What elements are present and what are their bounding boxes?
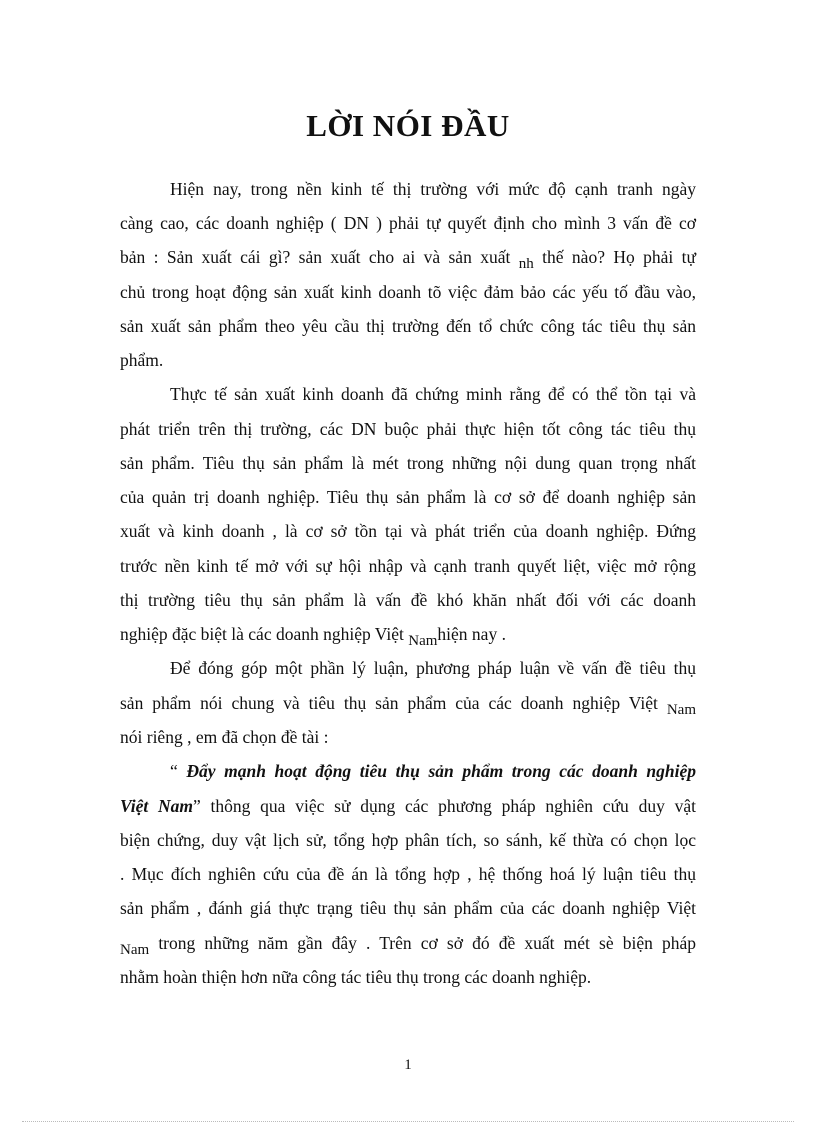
paragraph-1-line-6: phẩm. (120, 350, 164, 370)
paragraph-4-line-4: . Mục đích nghiên cứu của đề án là tổng hợp , hệ thống hoá lý luận tiêu thụ (120, 864, 696, 884)
open-quote: “ (170, 761, 178, 781)
paragraph-4-line-5: sản phẩm , đánh giá thực trạng tiêu thụ sản phẩm của các doanh nghiệp Việt (120, 898, 696, 918)
text-run: trong những năm gần đây . Trên cơ sở đó đề xuất mét sè biện pháp (158, 933, 697, 953)
paragraph-4-line-3: biện chứng, duy vật lịch sử, tổng hợp phân tích, so sánh, kế thừa có chọn lọc (120, 830, 696, 850)
paragraph-1-line-4: chủ trong hoạt động sản xuất kinh doanh tõ việc đảm bảo các yếu tố đầu vào, (120, 282, 696, 302)
topic-title-part-1: Đẩy mạnh hoạt động tiêu thụ sản phẩm trong các doanh nghiệp (186, 761, 697, 781)
text-run: bản : Sản xuất cái gì? sản xuất cho ai và sản xuất (120, 247, 511, 267)
paragraph-2-line-3: sản phẩm. Tiêu thụ sản phẩm là mét trong những nội dung quan trọng nhất (120, 453, 696, 473)
subscript-run: Nam (666, 702, 696, 718)
paragraph-2-line-7: thị trường tiêu thụ sản phẩm là vấn đề khó khăn nhất đối với các doanh (120, 590, 696, 610)
text-run: nghiệp đặc biệt là các doanh nghiệp Việt (120, 624, 404, 644)
paragraph-2-line-1: Thực tế sản xuất kinh doanh đã chứng minh rằng để có thể tồn tại và (170, 384, 696, 404)
text-run: sản phẩm nói chung và tiêu thụ sản phẩm của các doanh nghiệp Việt (120, 693, 658, 713)
paragraph-1-line-2: càng cao, các doanh nghiệp ( DN ) phải tự quyết định cho mình 3 vấn đề cơ (120, 213, 696, 233)
paragraph-1-line-3 (120, 246, 696, 270)
page-title: LỜI NÓI ĐẦU (306, 108, 510, 143)
text-run: ” thông qua việc sử dụng các phương pháp nghiên cứu duy vật (192, 796, 696, 816)
subscript-run: nh (518, 256, 534, 272)
paragraph-3-line-2 (120, 692, 696, 716)
page-number: 1 (404, 1057, 412, 1073)
text-run: hiện nay . (437, 624, 506, 644)
text-run: thế nào? Họ phải tự (542, 247, 697, 267)
paragraph-1-line-1: Hiện nay, trong nền kinh tế thị trường với mức độ cạnh tranh ngày (170, 179, 696, 199)
paragraph-4-line-6 (120, 932, 696, 956)
paragraph-2-line-2: phát triển trên thị trường, các DN buộc phải thực hiện tốt công tác tiêu thụ (120, 419, 696, 439)
subscript-run: Nam (120, 942, 150, 958)
paragraph-2-line-6: trước nền kinh tế mở với sự hội nhập và cạnh tranh quyết liệt, việc mở rộng (120, 556, 696, 576)
paragraph-2-line-5: xuất và kinh doanh , là cơ sở tồn tại và phát triển của doanh nghiệp. Đứng (120, 521, 696, 541)
paragraph-3-line-1: Để đóng góp một phần lý luận, phương pháp luận về vấn đề tiêu thụ (170, 658, 696, 678)
paragraph-4-line-2 (120, 795, 696, 817)
paragraph-2-line-8 (120, 623, 696, 647)
paragraph-4-line-1 (170, 760, 696, 782)
subscript-run: Nam (408, 633, 438, 649)
paragraph-2-line-4: của quản trị doanh nghiệp. Tiêu thụ sản phẩm là cơ sở để doanh nghiệp sản (120, 487, 696, 507)
page-bottom-rule (22, 1121, 794, 1122)
paragraph-1-line-5: sản xuất sản phẩm theo yêu cầu thị trường đến tổ chức công tác tiêu thụ sản (120, 316, 696, 336)
paragraph-4-line-7: nhằm hoàn thiện hơn nữa công tác tiêu thụ trong các doanh nghiệp. (120, 967, 592, 987)
paragraph-3-line-3: nói riêng , em đã chọn đề tài : (120, 727, 329, 747)
topic-title-part-2: Việt Nam (120, 796, 193, 816)
